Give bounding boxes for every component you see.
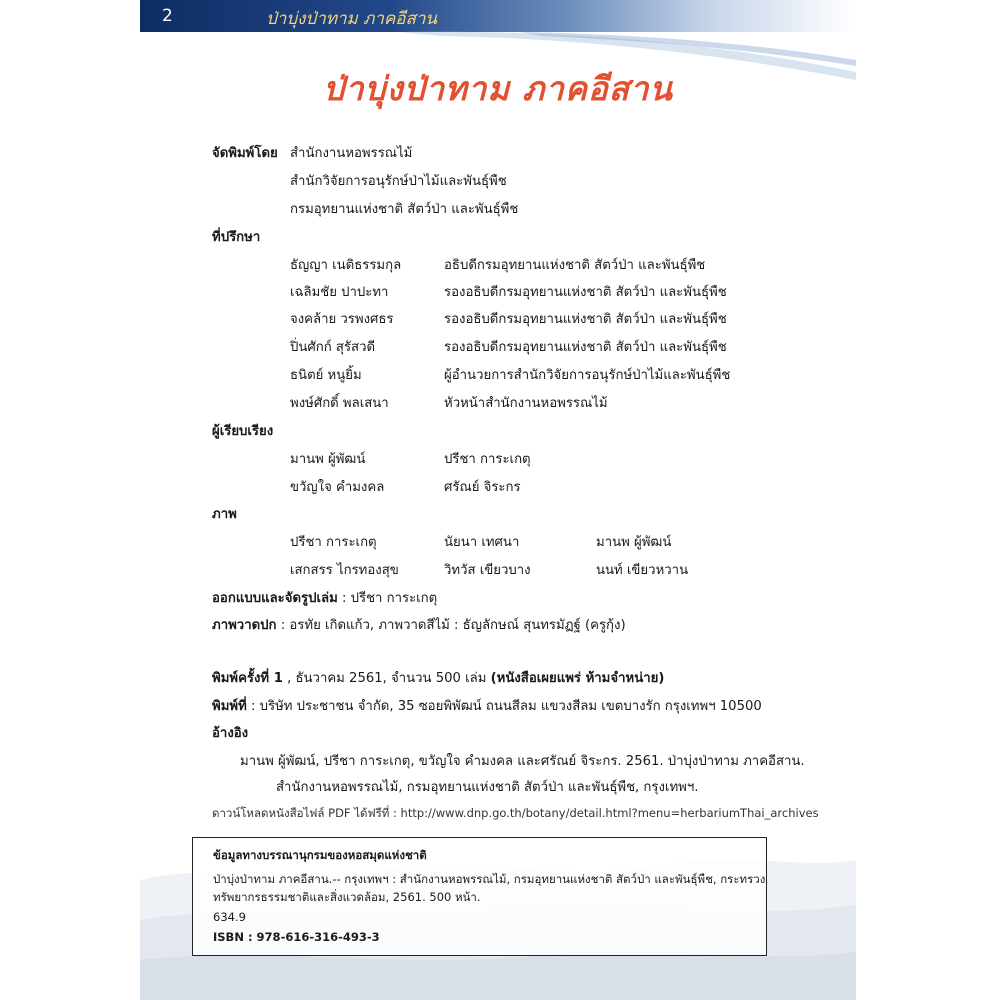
advisor-name: ปิ่นศักก์ สุรัสวดี (290, 340, 376, 355)
advisor-name: พงษ์ศักดิ์ พลเสนา (290, 396, 389, 411)
publisher-line: สำนักงานหอพรรณไม้ (290, 146, 413, 161)
photos-label: ภาพ (212, 507, 237, 522)
advisor-position: รองอธิบดีกรมอุทยานแห่งชาติ สัตว์ป่า และพันธุ์พืช (444, 285, 727, 300)
catalog-isbn: ISBN : 978-616-316-493-3 (213, 930, 380, 944)
photographer-name: ปรีชา การะเกตุ (290, 535, 377, 550)
illustration-credit (212, 617, 626, 635)
page-number: 2 (162, 6, 173, 26)
illustration-value: อรทัย เกิดแก้ว, ภาพวาดสีไม้ : ธัญลักษณ์ สุนทรมัฏฐ์ (ครูกุ้ง) (289, 618, 626, 633)
compiler-name: ขวัญใจ คำมงคล (290, 480, 385, 495)
design-label: ออกแบบและจัดรูปเล่ม (212, 591, 338, 606)
citation-line: สำนักงานหอพรรณไม้, กรมอุทยานแห่งชาติ สัตว์ป่า และพันธุ์พืช, กรุงเทพฯ. (276, 780, 699, 795)
design-credit (212, 590, 437, 608)
photographer-name: นนท์ เขียวหวาน (596, 563, 689, 578)
catalog-info-box (192, 837, 767, 956)
photographer-name: มานพ ผู้พัฒน์ (596, 535, 672, 550)
edition-value: ธันวาคม 2561, จำนวน 500 เล่ม (295, 671, 487, 686)
design-separator: : (341, 591, 351, 606)
advisor-position: หัวหน้าสำนักงานหอพรรณไม้ (444, 396, 608, 411)
edition-line (212, 670, 664, 688)
printer-label: พิมพ์ที่ (212, 699, 247, 714)
photographer-name: นัยนา เทศนา (444, 535, 520, 550)
printer-value: บริษัท ประชาชน จำกัด, 35 ซอยพิพัฒน์ ถนนสีลม แขวงสีลม เขตบางรัก กรุงเทพฯ 10500 (259, 699, 762, 714)
advisor-position: ผู้อำนวยการสำนักวิจัยการอนุรักษ์ป่าไม้และพันธุ์พืช (444, 368, 731, 383)
edition-label: พิมพ์ครั้งที่ 1 (212, 671, 283, 686)
publisher-line: สำนักวิจัยการอนุรักษ์ป่าไม้และพันธุ์พืช (290, 174, 507, 189)
design-value: ปรีชา การะเกตุ (350, 591, 438, 606)
advisor-position: รองอธิบดีกรมอุทยานแห่งชาติ สัตว์ป่า และพันธุ์พืช (444, 340, 727, 355)
photographer-name: เสกสรร ไกรทองสุข (290, 563, 399, 578)
advisor-position: รองอธิบดีกรมอุทยานแห่งชาติ สัตว์ป่า และพันธุ์พืช (444, 312, 727, 327)
photographer-name: วิทวัส เขียวบาง (444, 563, 531, 578)
download-link[interactable]: http://www.dnp.go.th/botany/detail.html?menu=herbariumThai_archives (400, 806, 819, 820)
illustration-label: ภาพวาดปก (212, 618, 277, 633)
edition-comma: , (282, 671, 296, 686)
illustration-separator: : (280, 618, 290, 633)
compiler-name: ปรีชา การะเกตุ (444, 452, 531, 467)
advisor-name: จงคล้าย วรพงศธร (290, 312, 394, 327)
citation-label: อ้างอิง (212, 726, 249, 741)
citation-line: มานพ ผู้พัฒน์, ปรีชา การะเกตุ, ขวัญใจ คำมงคล และศรัณย์ จิระกร. 2561. ป่าบุ่งป่าทาม ภาคอีสาน. (240, 754, 805, 769)
document-page (140, 0, 856, 1000)
advisor-name: เฉลิมชัย ปาปะทา (290, 285, 389, 300)
advisor-name: ธนิตย์ หนูยิ้ม (290, 368, 362, 383)
compiler-name: มานพ ผู้พัฒน์ (290, 452, 366, 467)
advisors-label: ที่ปรึกษา (212, 230, 261, 245)
distribution-notice: (หนังสือเผยแพร่ ห้ามจำหน่าย) (490, 671, 665, 686)
printer-separator: : (246, 699, 260, 714)
publisher-line: กรมอุทยานแห่งชาติ สัตว์ป่า และพันธุ์พืช (290, 202, 519, 217)
running-title: ป่าบุ่งป่าทาม ภาคอีสาน (266, 9, 438, 29)
published-by-label: จัดพิมพ์โดย (212, 146, 278, 161)
compilers-label: ผู้เรียบเรียง (212, 424, 274, 439)
compiler-name: ศรัณย์ จิระกร (444, 480, 521, 495)
catalog-classification: 634.9 (213, 910, 246, 924)
catalog-heading: ข้อมูลทางบรรณานุกรมของหอสมุดแห่งชาติ (213, 848, 427, 862)
catalog-entry-line: ทรัพยากรธรรมชาติและสิ่งแวดล้อม, 2561. 500 หน้า. (213, 890, 481, 904)
catalog-entry-line: ป่าบุ่งป่าทาม ภาคอีสาน.-- กรุงเทพฯ : สำนักงานหอพรรณไม้, กรมอุทยานแห่งชาติ สัตว์ป่า และพันธุ์พืช, กระทรวง (213, 872, 766, 886)
book-title: ป่าบุ่งป่าทาม ภาคอีสาน (323, 69, 673, 108)
printer-line (212, 698, 762, 716)
advisor-position: อธิบดีกรมอุทยานแห่งชาติ สัตว์ป่า และพันธุ์พืช (444, 258, 706, 273)
download-label: ดาวน์โหลดหนังสือไฟล์ PDF ได้ฟรีที่ : (212, 806, 397, 820)
advisor-name: ธัญญา เนติธรรมกุล (290, 258, 402, 273)
download-line (212, 804, 819, 822)
